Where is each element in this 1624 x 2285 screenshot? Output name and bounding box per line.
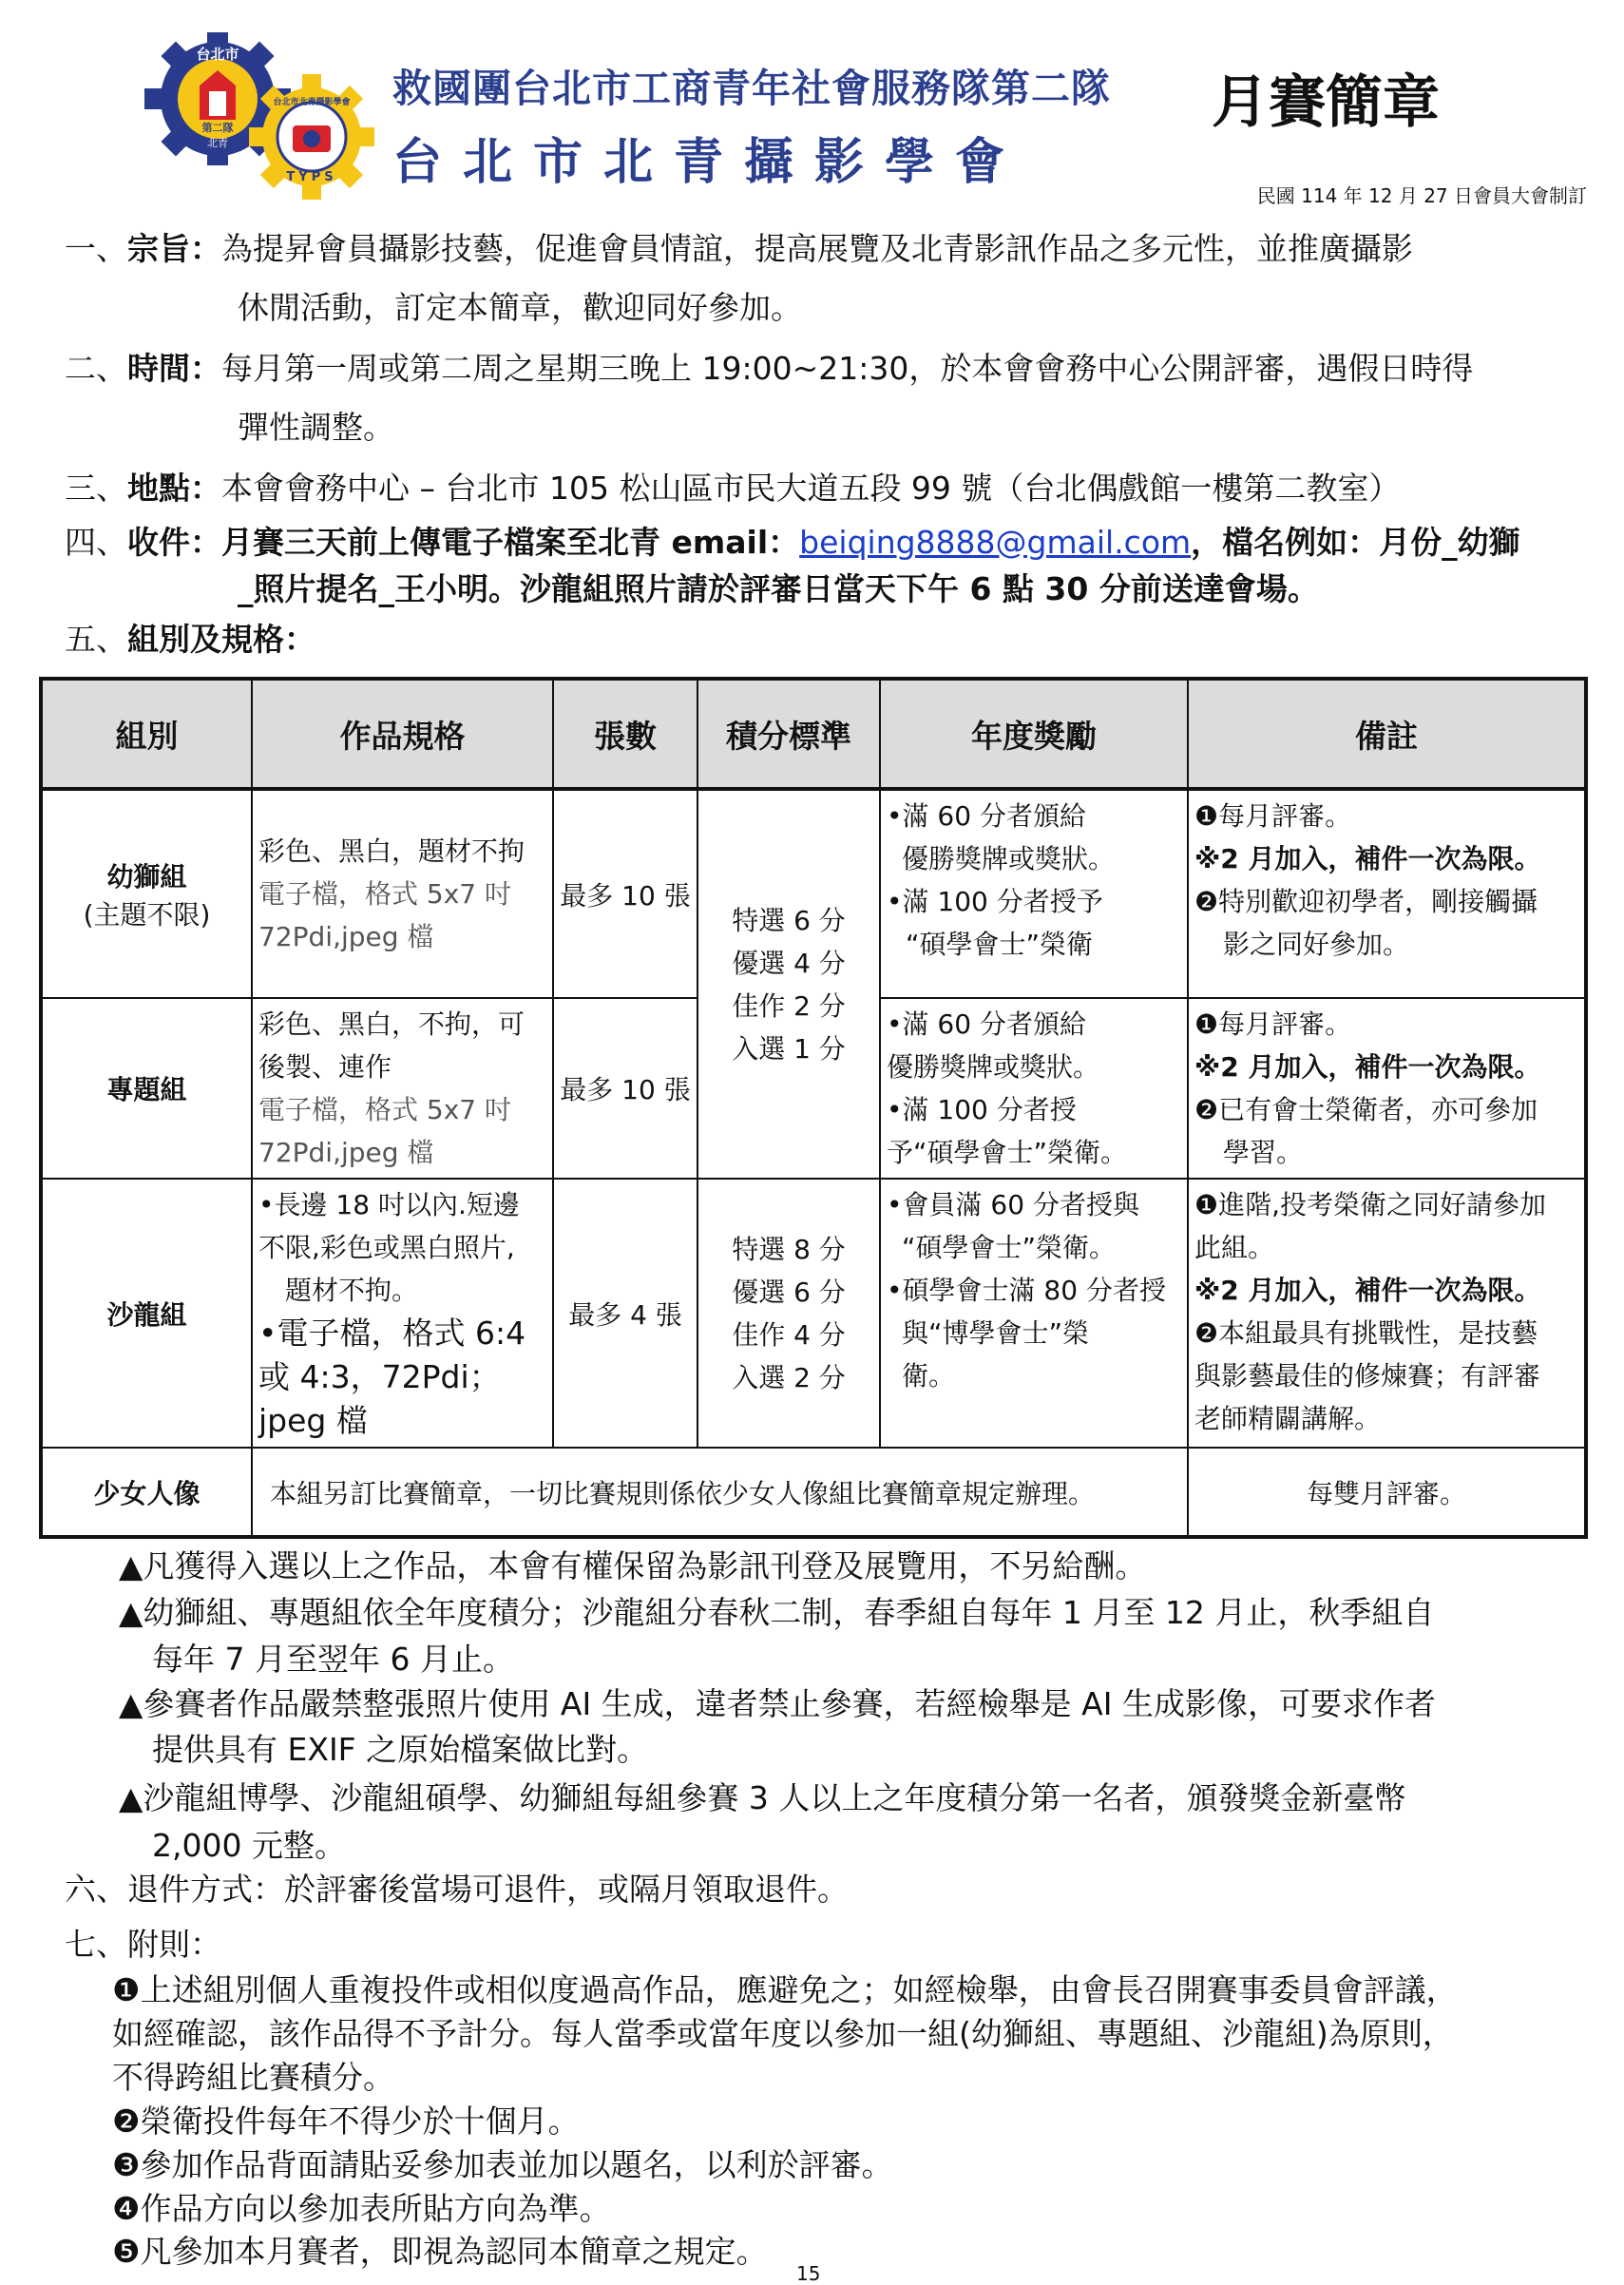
award-line: •滿 100 分者授予: [887, 886, 1103, 917]
section-time: [65, 344, 1473, 389]
section-label: 宗旨：: [127, 230, 221, 267]
header-score: 積分標準: [697, 679, 880, 789]
header-spec: 作品規格: [252, 679, 553, 789]
award-line: •滿 100 分者授: [887, 1094, 1077, 1125]
svg-text:北青: 北青: [207, 137, 228, 149]
spec-line: •電子檔，格式 6:4: [258, 1315, 526, 1352]
section-number: 五、: [65, 621, 127, 658]
appendix-line: ❹作品方向以參加表所貼方向為準。: [112, 2190, 611, 2227]
cell-score: [697, 789, 880, 1179]
group-sub: (主題不限): [83, 898, 211, 931]
note-line: 每年 7 月至翌年 6 月止。: [152, 1641, 514, 1678]
cell-score: [697, 1179, 880, 1448]
award-line: “碩學會士”榮衛。: [902, 1232, 1117, 1263]
cell-count: 最多 4 張: [553, 1179, 697, 1448]
enactment-note: 民國 114 年 12 月 27 日會員大會制訂: [1256, 184, 1587, 207]
section-number: 一、: [65, 230, 127, 267]
appendix-line: 如經確認，該作品得不予計分。每人當季或當年度以參加一組(幼獅組、專題組、沙龍組)為原則，: [112, 2015, 1454, 2052]
section-purpose: [65, 224, 1413, 269]
remark-line: ❶進階,投考榮衛之同好請參加: [1194, 1189, 1547, 1220]
spec-line: 72Pdi,jpeg 檔: [258, 921, 434, 952]
section-number: 四、: [65, 524, 127, 561]
remark-line: ❷本組最具有挑戰性，是技藝: [1194, 1317, 1538, 1349]
svg-text:TYPS: TYPS: [286, 170, 337, 184]
cell-award: [880, 789, 1188, 998]
spec-line: 72Pdi,jpeg 檔: [258, 1137, 434, 1168]
note-line: ▲幼獅組、專題組依全年度積分；沙龍組分春秋二制，春季組自每年 1 月至 12 月止，秋季組自: [119, 1594, 1435, 1631]
award-line: “碩學會士”榮衛: [906, 929, 1094, 960]
remark-line: ❶每月評審。: [1194, 800, 1352, 832]
header-award: 年度獎勵: [880, 679, 1188, 789]
section-label: 組別及規格：: [127, 621, 315, 658]
award-line: •滿 60 分者頒給: [887, 800, 1086, 832]
remark-line: ※2 月加入，補件一次為限。: [1194, 843, 1541, 874]
cell-count: 最多 10 張: [553, 998, 697, 1179]
section-time-cont: 彈性調整。: [238, 409, 394, 446]
section-number: 二、: [65, 350, 127, 387]
header-count: 張數: [553, 679, 697, 789]
cell-spec: [252, 998, 553, 1179]
score-line: 佳作 4 分: [732, 1318, 846, 1351]
award-line: 優勝獎牌或獎狀。: [887, 1051, 1100, 1083]
appendix-line: ❶上述組別個人重複投件或相似度過高作品，應避免之；如經檢舉，由會長召開賽事委員會評議，: [112, 1971, 1458, 2008]
section-label: 地點：: [127, 470, 221, 507]
spec-line: 電子檔，格式 5x7 吋: [258, 878, 512, 910]
award-line: •碩學會士滿 80 分者授: [887, 1275, 1166, 1306]
cell-group: 少女人像: [41, 1448, 252, 1537]
remark-line: ※2 月加入，補件一次為限。: [1194, 1051, 1541, 1083]
section-text: ，檔名例如：月份_幼獅: [1191, 524, 1520, 561]
score-line: 特選 6 分: [732, 904, 846, 936]
table-row: [41, 1448, 1586, 1537]
page-number: 15: [796, 2262, 821, 2285]
spec-line: 題材不拘。: [285, 1275, 419, 1306]
society-logos: [143, 27, 380, 203]
spec-line: jpeg 檔: [258, 1402, 368, 1439]
remark-line: ❷特別歡迎初學者，剛接觸攝: [1194, 886, 1538, 917]
note-line: ▲凡獲得入選以上之作品，本會有權保留為影訊刊登及展覽用，不另給酬。: [119, 1547, 1147, 1584]
cell-group: 沙龍組: [41, 1179, 252, 1448]
header-group: 組別: [41, 679, 252, 789]
table-row: [41, 1179, 1586, 1448]
spec-line: 電子檔，格式 5x7 吋: [258, 1094, 512, 1125]
cell-award: [880, 1179, 1188, 1448]
org-name-line1: 救國團台北市工商青年社會服務隊第二隊: [392, 66, 1111, 111]
section-text: 本會會務中心 – 台北市 105 松山區市民大道五段 99 號（台北偶戲館一樓第二教室）: [221, 470, 1401, 507]
email-link[interactable]: beiqing8888@gmail.com: [799, 524, 1192, 561]
svg-text:第二隊: 第二隊: [201, 122, 234, 134]
svg-text:台北市: 台北市: [196, 46, 239, 63]
award-line: 衛。: [902, 1360, 956, 1392]
score-line: 佳作 2 分: [732, 989, 846, 1022]
award-line: •會員滿 60 分者授與: [887, 1189, 1139, 1220]
award-line: 予“碩學會士”榮衛。: [887, 1137, 1128, 1168]
section-return: [65, 1865, 849, 1910]
note-line: 提供具有 EXIF 之原始檔案做比對。: [152, 1731, 649, 1768]
remark-line: 學習。: [1223, 1137, 1304, 1168]
org-name-line2: 台北市北青攝影學會: [392, 134, 1026, 191]
section-submission-cont: _照片提名_王小明。沙龍組照片請於評審日當天下午 6 點 30 分前送達會場。: [238, 570, 1319, 607]
section-label: 附則：: [127, 1926, 221, 1963]
remark-line: 影之同好參加。: [1223, 929, 1410, 960]
section-label: 時間：: [127, 350, 221, 387]
remark-line: 與影藝最佳的修煉賽；有評審: [1194, 1360, 1541, 1392]
document-title: 月賽簡章: [1212, 69, 1440, 136]
appendix-line: ❷榮衛投件每年不得少於十個月。: [112, 2103, 580, 2140]
cell-spec: [252, 1179, 553, 1448]
header-remark: 備註: [1188, 679, 1586, 789]
cell-count: 最多 10 張: [553, 789, 697, 998]
section-text: 月賽三天前上傳電子檔案至北青 email：: [221, 524, 800, 561]
section-number: 三、: [65, 470, 127, 507]
cell-remark: 每雙月評審。: [1188, 1448, 1586, 1537]
section-label: 收件：: [127, 524, 221, 561]
section-appendix: [65, 1920, 221, 1965]
spec-line: 後製、連作: [258, 1051, 392, 1083]
cell-group: [41, 789, 252, 998]
remark-line: ❷已有會士榮衛者，亦可參加: [1194, 1094, 1538, 1125]
table-row: [41, 789, 1586, 998]
section-text: 每月第一周或第二周之星期三晚上 19:00~21:30，於本會會務中心公開評審，遇假日時得: [221, 350, 1474, 387]
section-purpose-cont: 休閒活動，訂定本簡章，歡迎同好參加。: [238, 289, 802, 326]
spec-line: 不限,彩色或黑白照片,: [258, 1232, 515, 1263]
section-text: 為提昇會員攝影技藝，促進會員情誼，提高展覽及北青影訊作品之多元性，並推廣攝影: [221, 230, 1413, 267]
photo-society-logo: [249, 74, 374, 200]
spec-line: 彩色、黑白，題材不拘: [258, 835, 525, 867]
cell-group: 專題組: [41, 998, 252, 1179]
section-location: [65, 464, 1400, 509]
section-submission: [65, 518, 1520, 563]
award-line: •滿 60 分者頒給: [887, 1008, 1086, 1040]
cell-description: 本組另訂比賽簡章，一切比賽規則係依少女人像組比賽簡章規定辦理。: [252, 1448, 1188, 1537]
note-line: 2,000 元整。: [152, 1827, 346, 1864]
award-line: 優勝獎牌或獎狀。: [902, 843, 1116, 874]
section-categories: [65, 615, 315, 660]
remark-line: 此組。: [1194, 1232, 1275, 1263]
cell-remark: [1188, 789, 1586, 998]
remark-line: ※2 月加入，補件一次為限。: [1194, 1275, 1541, 1306]
note-line: ▲參賽者作品嚴禁整張照片使用 AI 生成，違者禁止參賽，若經檢舉是 AI 生成影像，可要求作者: [119, 1685, 1436, 1722]
appendix-line: ❺凡參加本月賽者，即視為認同本簡章之規定。: [112, 2233, 768, 2270]
score-line: 優選 6 分: [732, 1276, 846, 1308]
note-line: ▲沙龍組博學、沙龍組碩學、幼獅組每組參賽 3 人以上之年度積分第一名者，頒發獎金新臺幣: [119, 1779, 1406, 1816]
remark-line: 老師精闢講解。: [1194, 1403, 1382, 1434]
section-number: 六、: [65, 1871, 127, 1908]
score-line: 入選 2 分: [732, 1361, 846, 1393]
cell-award: [880, 998, 1188, 1179]
category-spec-table: [39, 677, 1588, 1539]
spec-line: 或 4:3，72Pdi；: [258, 1358, 501, 1395]
cell-remark: [1188, 1179, 1586, 1448]
score-line: 優選 4 分: [732, 947, 846, 979]
group-name: 幼獅組: [106, 860, 187, 893]
remark-line: ❶每月評審。: [1194, 1008, 1352, 1040]
spec-line: 彩色、黑白，不拘，可: [258, 1008, 525, 1040]
award-line: 與“博學會士”榮: [902, 1317, 1090, 1349]
spec-line: •長邊 18 吋以內.短邊: [258, 1189, 520, 1220]
cell-remark: [1188, 998, 1586, 1179]
section-number: 七、: [65, 1926, 127, 1963]
score-line: 入選 1 分: [732, 1032, 846, 1065]
appendix-line: ❸參加作品背面請貼妥參加表並加以題名，以利於評審。: [112, 2146, 893, 2183]
section-text: 退件方式：於評審後當場可退件，或隔月領取退件。: [127, 1871, 849, 1908]
appendix-line: 不得跨組比賽積分。: [112, 2059, 394, 2096]
table-header-row: [41, 679, 1586, 789]
svg-text:台北市北青攝影學會: 台北市北青攝影學會: [273, 98, 351, 107]
cell-spec: [252, 789, 553, 998]
score-line: 特選 8 分: [732, 1233, 846, 1265]
